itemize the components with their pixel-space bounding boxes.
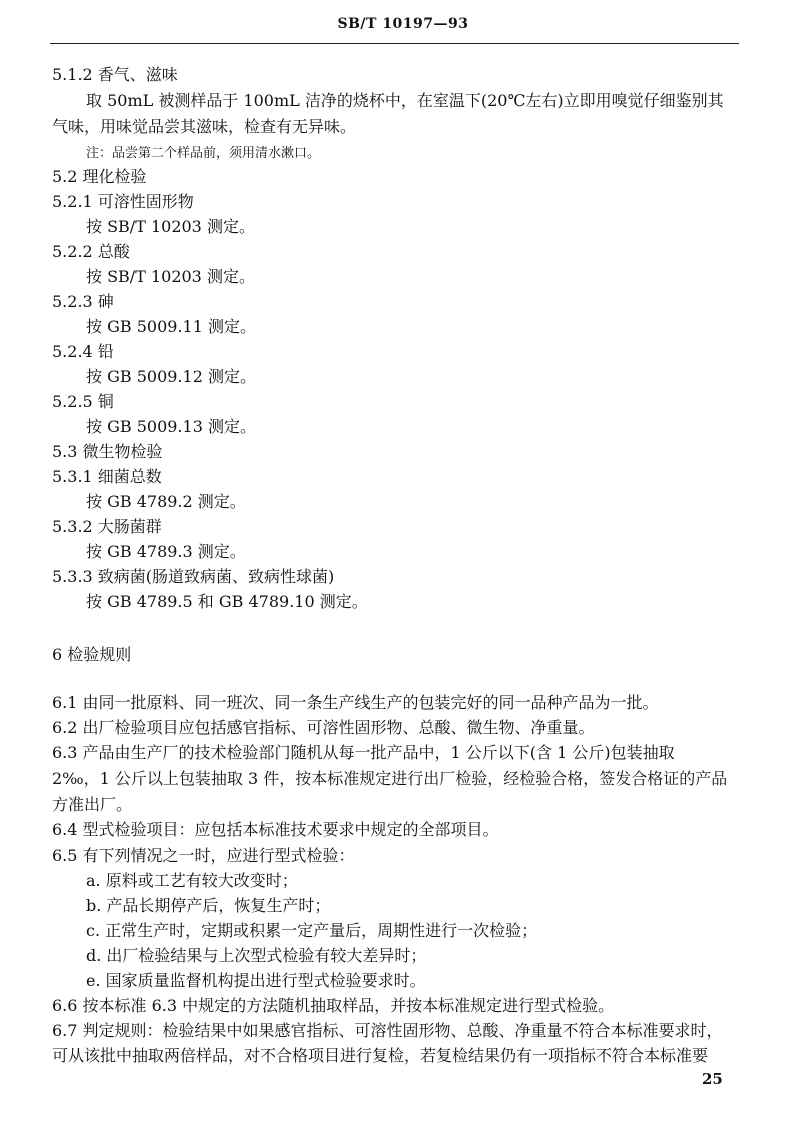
paragraph-line: 方准出厂。 — [52, 795, 133, 814]
list-item-b: b. 产品长期停产后，恢复生产时； — [86, 896, 331, 915]
paragraph-line: 气味，用味觉品尝其滋味，检查有无异味。 — [52, 117, 357, 136]
method-line: 按 SB/T 10203 测定。 — [86, 217, 255, 236]
heading-5-2-2: 5.2.2 总酸 — [52, 242, 130, 261]
page-number: 25 — [702, 1070, 723, 1088]
clause-6-2: 6.2 出厂检验项目应包括感官指标、可溶性固形物、总酸、微生物、净重量。 — [52, 718, 595, 737]
heading-5-2: 5.2 理化检验 — [52, 167, 147, 186]
method-line: 按 GB 4789.2 测定。 — [86, 492, 246, 511]
clause-6-1: 6.1 由同一批原料、同一班次、同一条生产线生产的包装完好的同一品种产品为一批。 — [52, 693, 659, 712]
heading-5-1-2: 5.1.2 香气、滋味 — [52, 65, 178, 84]
list-item-d: d. 出厂检验结果与上次型式检验有较大差异时； — [86, 946, 427, 965]
method-line: 按 GB 5009.11 测定。 — [86, 317, 256, 336]
heading-6: 6 检验规则 — [52, 645, 132, 664]
method-line: 按 GB 5009.13 测定。 — [86, 417, 256, 436]
heading-5-2-3: 5.2.3 砷 — [52, 292, 114, 311]
clause-6-3: 6.3 产品由生产厂的技术检验部门随机从每一批产品中，1 公斤以下(含 1 公斤)包装抽取 — [52, 743, 675, 762]
heading-5-2-5: 5.2.5 铜 — [52, 392, 114, 411]
note-line: 注：品尝第二个样品前，须用清水漱口。 — [86, 146, 321, 161]
paragraph-line: 取 50mL 被测样品于 100mL 洁净的烧杯中，在室温下(20℃左右)立即用嗅觉仔细鉴别其 — [86, 91, 724, 110]
method-line: 按 GB 5009.12 测定。 — [86, 367, 256, 386]
heading-5-3-1: 5.3.1 细菌总数 — [52, 467, 162, 486]
heading-5-2-4: 5.2.4 铅 — [52, 342, 114, 361]
heading-5-3-3: 5.3.3 致病菌(肠道致病菌、致病性球菌) — [52, 567, 335, 586]
paragraph-line: 可从该批中抽取两倍样品，对不合格项目进行复检，若复检结果仍有一项指标不符合本标准要 — [52, 1046, 709, 1065]
clause-6-6: 6.6 按本标准 6.3 中规定的方法随机抽取样品，并按本标准规定进行型式检验。 — [52, 996, 615, 1015]
list-item-a: a. 原料或工艺有较大改变时； — [86, 871, 298, 890]
clause-6-5: 6.5 有下列情况之一时，应进行型式检验： — [52, 846, 355, 865]
standard-code-header: SB/T 10197—93 — [337, 16, 469, 32]
header-rule — [50, 43, 739, 44]
list-item-e: e. 国家质量监督机构提出进行型式检验要求时。 — [86, 971, 426, 990]
list-item-c: c. 正常生产时，定期或积累一定产量后，周期性进行一次检验； — [86, 921, 538, 940]
heading-5-2-1: 5.2.1 可溶性固形物 — [52, 192, 194, 211]
paragraph-line: 2‰，1 公斤以上包装抽取 3 件，按本标准规定进行出厂检验，经检验合格，签发合格证的产品 — [52, 769, 728, 788]
method-line: 按 GB 4789.3 测定。 — [86, 542, 246, 561]
heading-5-3: 5.3 微生物检验 — [52, 442, 163, 461]
method-line: 按 SB/T 10203 测定。 — [86, 267, 255, 286]
clause-6-4: 6.4 型式检验项目：应包括本标准技术要求中规定的全部项目。 — [52, 820, 499, 839]
heading-5-3-2: 5.3.2 大肠菌群 — [52, 517, 162, 536]
method-line: 按 GB 4789.5 和 GB 4789.10 测定。 — [86, 592, 368, 611]
clause-6-7: 6.7 判定规则：检验结果中如果感官指标、可溶性固形物、总酸、净重量不符合本标准要求时， — [52, 1021, 723, 1040]
